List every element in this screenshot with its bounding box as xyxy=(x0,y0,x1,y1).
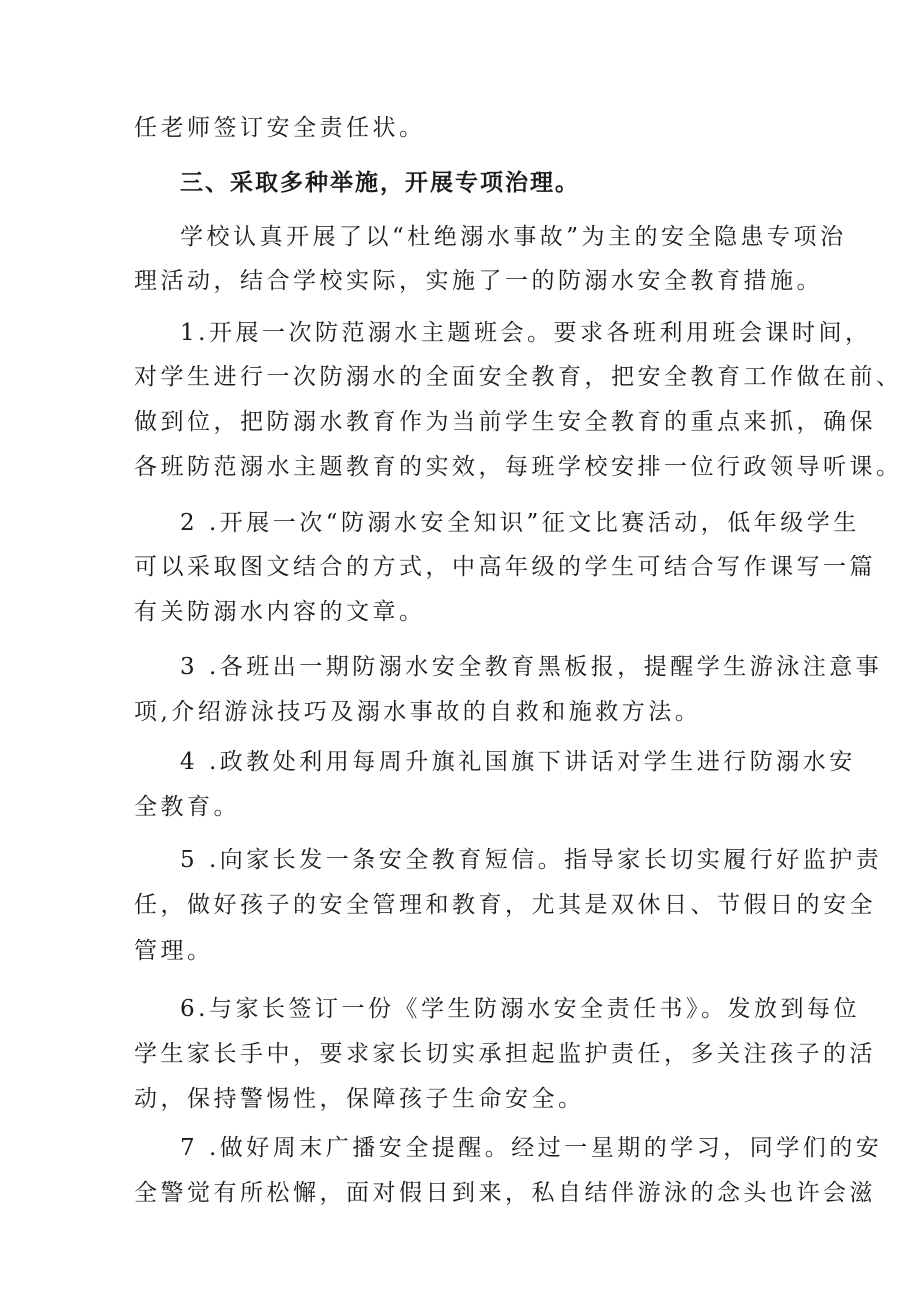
list-item-2-line-2: 可以采取图文结合的方式，中高年级的学生可结合写作课写一篇 xyxy=(134,554,876,580)
list-item-5-line-1: 5 .向家长发一条安全教育短信。指导家长切实履行好监护责 xyxy=(180,847,883,873)
paragraph-first-line: 学校认真开展了以“杜绝溺水事故”为主的安全隐患专项治 xyxy=(180,224,847,250)
list-item-4-line-1: 4 .政教处利用每周升旗礼国旗下讲话对学生进行防溺水安 xyxy=(180,749,856,775)
list-item-5-line-2: 任，做好孩子的安全管理和教育，尤其是双休日、节假日的安全 xyxy=(134,892,876,918)
list-item-5-line-3: 管理。 xyxy=(134,938,214,964)
list-item-3-line-2: 项,介绍游泳技巧及溺水事故的自救和施救方法。 xyxy=(134,699,702,725)
list-item-2-line-1: 2 .开展一次“防溺水安全知识”征文比赛活动，低年级学生 xyxy=(180,510,860,536)
section-heading: 三、采取多种举施，开展专项治理。 xyxy=(180,169,580,196)
text-line: 理活动，结合学校实际，实施了一的防溺水安全教育措施。 xyxy=(134,268,823,294)
list-item-4-line-2: 全教育。 xyxy=(134,794,240,820)
list-item-6-line-2: 学生家长手中，要求家长切实承担起监护责任，多关注孩子的活 xyxy=(134,1041,876,1067)
list-item-1-line-4: 各班防范溺水主题教育的实效，每班学校安排一位行政领导听课。 xyxy=(134,454,903,480)
list-item-1-line-3: 做到位，把防溺水教育作为当前学生安全教育的重点来抓，确保 xyxy=(134,409,876,435)
list-item-1-line-2: 对学生进行一次防溺水的全面安全教育，把安全教育工作做在前、 xyxy=(134,364,903,390)
list-item-2-line-3: 有关防溺水内容的文章。 xyxy=(134,599,426,625)
list-item-3-line-1: 3 .各班出一期防溺水安全教育黑板报，提醒学生游泳注意事 xyxy=(180,654,883,680)
text-line: 任老师签订安全责任状。 xyxy=(134,115,426,141)
list-item-7-line-2: 全警觉有所松懈，面对假日到来，私自结伴游泳的念头也许会滋 xyxy=(134,1180,876,1206)
list-item-7-line-1: 7 .做好周末广播安全提醒。经过一星期的学习，同学们的安 xyxy=(180,1135,883,1161)
list-item-1-line-1: 1.开展一次防范溺水主题班会。要求各班利用班会课时间， xyxy=(180,320,872,346)
list-item-6-line-1: 6.与家长签订一份《学生防溺水安全责任书》。发放到每位 xyxy=(180,996,860,1022)
list-item-6-line-3: 动，保持警惕性，保障孩子生命安全。 xyxy=(134,1086,585,1112)
